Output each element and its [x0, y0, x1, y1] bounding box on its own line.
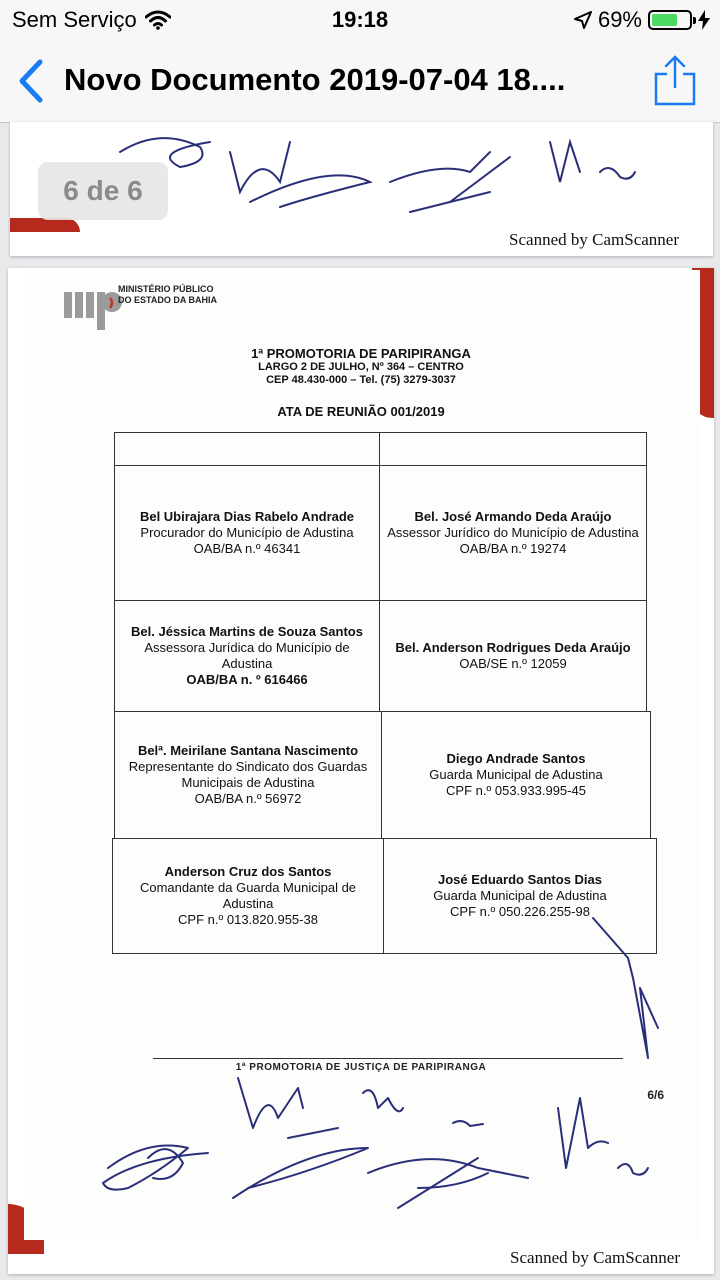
- cell-name: Diego Andrade Santos: [446, 751, 586, 766]
- cell-id: OAB/BA n. º 616466: [186, 672, 308, 687]
- battery-fill: [652, 14, 677, 26]
- navigation-bar: [0, 40, 720, 123]
- header-address: LARGO 2 DE JULHO, Nº 364 – CENTRO: [258, 361, 464, 373]
- cell-role: Guarda Municipal de Adustina: [433, 888, 607, 903]
- cell-name: Belª. Meirilane Santana Nascimento: [137, 743, 359, 758]
- cell-role: Assessor Jurídico do Município de Adustina: [387, 525, 639, 540]
- cell-role: Procurador do Município de Adustina: [140, 525, 354, 540]
- camscanner-watermark: Scanned by CamScanner: [510, 1248, 680, 1267]
- footer-text: 1ª PROMOTORIA DE JUSTIÇA DE PARIPIRANGA: [235, 1062, 487, 1073]
- cell-id: OAB/BA n.º 46341: [193, 541, 301, 556]
- status-bar: [0, 0, 720, 40]
- doc-title: ATA DE REUNIÃO 001/2019: [277, 404, 445, 419]
- header-contact: CEP 48.430-000 – Tel. (75) 3279-3037: [266, 374, 456, 386]
- document-title: Novo Documento 2019-07-04 18....: [64, 62, 566, 97]
- header-title: 1ª PROMOTORIA DE PARIPIRANGA: [251, 346, 471, 361]
- camscanner-watermark: Scanned by CamScanner: [509, 230, 679, 249]
- cell-role: Guarda Municipal de Adustina: [429, 767, 603, 782]
- location-arrow-icon: [574, 11, 592, 29]
- clock: 19:18: [331, 7, 389, 32]
- page-number: 6/6: [647, 1088, 664, 1102]
- cell-role: Representante do Sindicato dos Guardas Municipais de Adustina: [128, 759, 368, 790]
- carrier-label: Sem Serviço: [12, 7, 137, 32]
- cell-id: OAB/SE n.º 12059: [459, 656, 567, 671]
- cell-id: OAB/BA n.º 19274: [459, 541, 567, 556]
- org-line-1: MINISTÉRIO PÚBLICO: [118, 284, 214, 294]
- cell-id: CPF n.º 053.933.995-45: [446, 783, 586, 798]
- page-indicator: 6 de 6: [38, 162, 168, 220]
- handwritten-signatures: [8, 268, 714, 1274]
- battery-icon: [648, 10, 692, 30]
- battery-percent: 69%: [597, 7, 642, 32]
- cell-id: CPF n.º 050.226.255-98: [450, 904, 590, 919]
- cell-role: Assessora Jurídica do Município de Adustina: [144, 640, 350, 671]
- share-icon[interactable]: [652, 54, 698, 108]
- org-line-2: DO ESTADO DA BAHIA: [118, 295, 217, 305]
- cell-id: OAB/BA n.º 56972: [194, 791, 302, 806]
- cell-name: José Eduardo Santos Dias: [438, 872, 602, 887]
- cell-name: Bel. Jéssica Martins de Souza Santos: [131, 624, 363, 639]
- cell-name: Bel Ubirajara Dias Rabelo Andrade: [139, 509, 355, 524]
- cell-id: CPF n.º 013.820.955-38: [178, 912, 318, 927]
- cell-role: Comandante da Guarda Municipal de Adustina: [139, 880, 357, 911]
- cell-name: Bel. José Armando Deda Araújo: [414, 509, 612, 524]
- charging-bolt-icon: [698, 10, 710, 30]
- status-right-group: [574, 7, 710, 33]
- cell-name: Bel. Anderson Rodrigues Deda Araújo: [395, 640, 631, 655]
- document-page[interactable]: [8, 268, 714, 1274]
- cell-name: Anderson Cruz dos Santos: [164, 864, 332, 879]
- chevron-left-icon[interactable]: [12, 56, 52, 106]
